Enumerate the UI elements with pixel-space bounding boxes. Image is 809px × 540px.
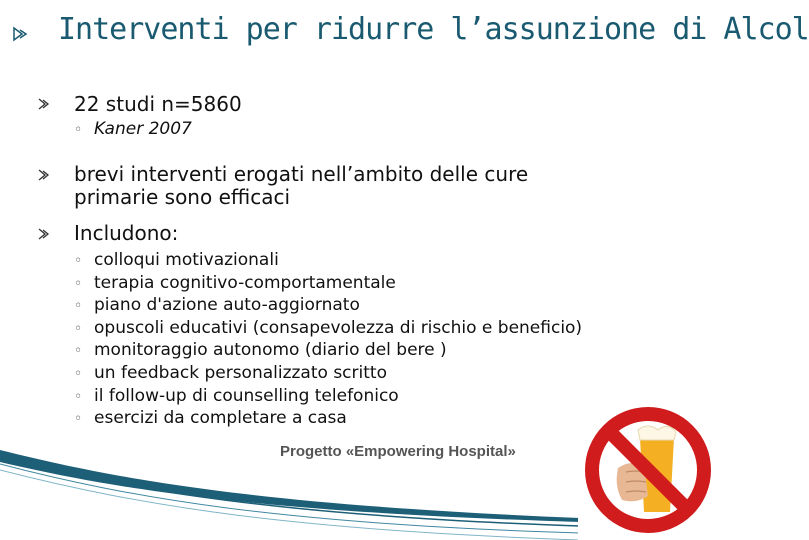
sub-bullet-icon: ◦ <box>74 388 83 405</box>
footer-project-label: Progetto «Empowering Hospital» <box>280 443 516 460</box>
no-alcohol-icon <box>578 400 718 540</box>
list-item: ◦ un feedback personalizzato scritto <box>74 363 582 386</box>
slide-title: Interventi per ridurre l’assunzione di Alcol <box>58 12 809 47</box>
arrow-bullet-icon <box>38 98 50 110</box>
sub-bullet-icon: ◦ <box>74 298 83 315</box>
list-item: ◦ il follow-up di counselling telefonico <box>74 386 582 409</box>
sub-bullet-citation: ◦ Kaner 2007 <box>74 119 192 142</box>
arrow-bullet-icon <box>12 26 28 42</box>
sub-bullet-icon: ◦ <box>74 365 83 382</box>
arrow-bullet-icon <box>38 228 50 240</box>
sub-bullet-icon: ◦ <box>74 253 83 269</box>
list-item: ◦ esercizi da completare a casa <box>74 408 582 431</box>
sub-bullet-icon: ◦ <box>74 122 83 138</box>
sub-bullet-icon: ◦ <box>74 275 83 292</box>
decorative-wave <box>0 450 580 540</box>
arrow-bullet-icon <box>38 169 50 181</box>
bullet-studies: 22 studi n=5860 <box>74 92 242 116</box>
list-item: ◦ piano d'azione auto-aggiornato <box>74 295 582 318</box>
sub-bullet-icon: ◦ <box>74 411 83 428</box>
sub-bullet-icon: ◦ <box>74 343 83 360</box>
list-item: ◦ terapia cognitivo-comportamentale <box>74 273 582 296</box>
interventions-list <box>74 250 582 431</box>
bullet-efficacy: brevi interventi erogati nell’ambito delle cure primarie sono efficaci <box>74 162 529 209</box>
list-item: ◦ colloqui motivazionali <box>74 250 582 273</box>
list-item: ◦ opuscoli educativi (consapevolezza di rischio e beneficio) <box>74 318 582 341</box>
bullet-includes: Includono: <box>74 221 179 245</box>
sub-bullet-icon: ◦ <box>74 320 83 337</box>
list-item: ◦ monitoraggio autonomo (diario del bere ) <box>74 340 582 363</box>
